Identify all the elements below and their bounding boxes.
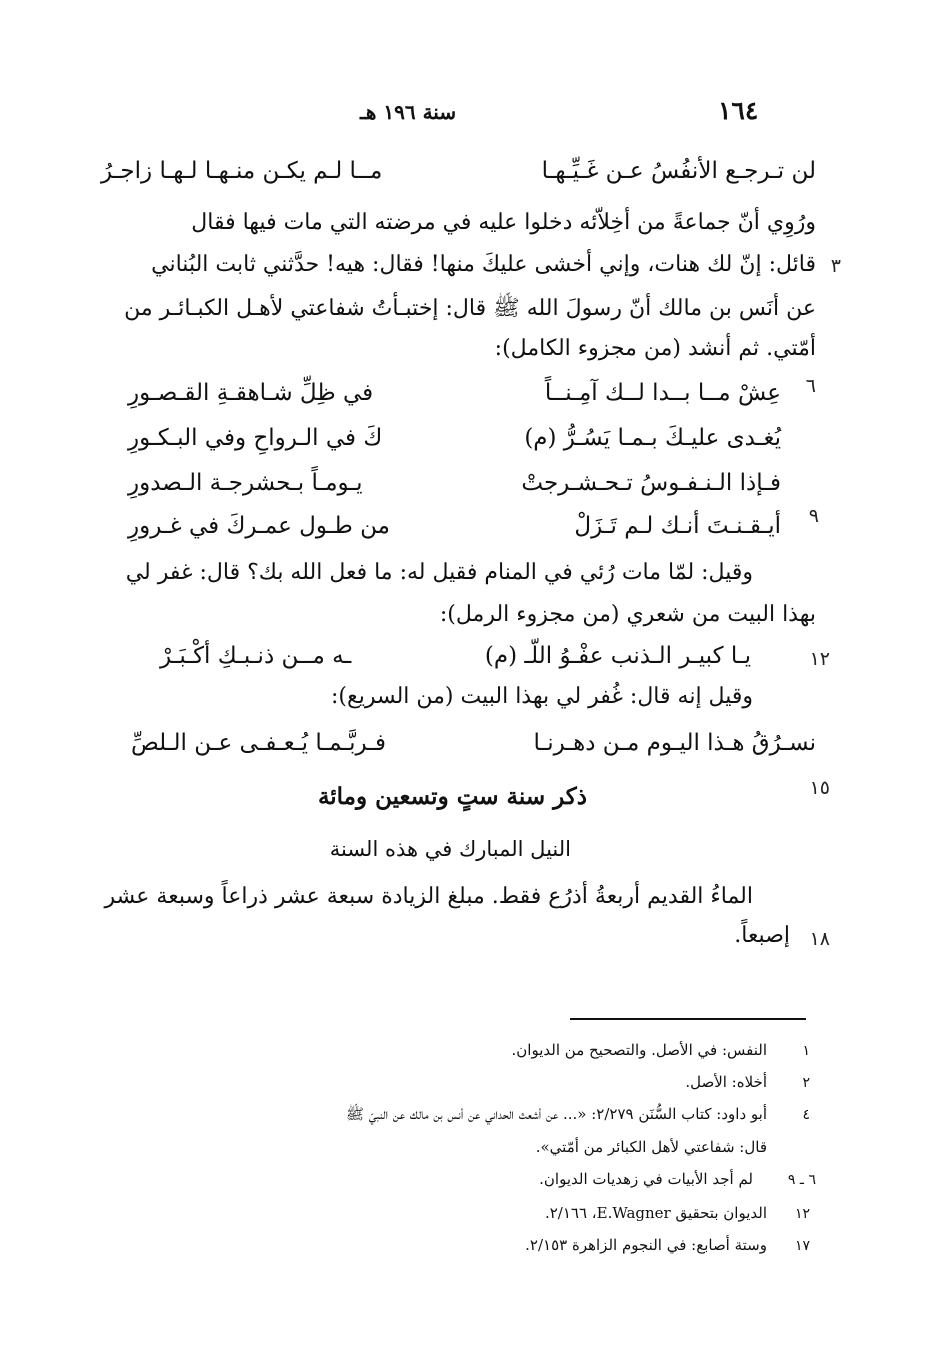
text-line: وقيل: لمّا مات رُئي في المنام فقيل له: ما فعل الله بك؟ قال: غفر لي	[125, 560, 753, 585]
footnote-text: أخلاه: الأصل.	[685, 1073, 767, 1091]
footnote-number: ٦ ـ ٩	[787, 1172, 816, 1188]
footnote-number: ٢	[802, 1075, 810, 1091]
verse-hemistich-left: فـربَّـمـا يُـعـفـى عـن الـلصِّ	[131, 730, 386, 756]
section-title: ذكر سنة ستٍ وتسعين ومائة	[317, 783, 587, 810]
footnote-number: ٤	[802, 1107, 810, 1123]
text-line: أمّتي. ثم أنشد (من مجزوء الكامل):	[494, 336, 816, 361]
verse-hemistich-left: كَ في الـرواحِ وفي البـكـورِ	[128, 425, 383, 451]
verse-hemistich-left: ـه مــن ذنـبـكِ أكْـبَـرْ	[160, 643, 352, 669]
footnote-number: ١	[802, 1043, 810, 1059]
footnote-number: ١٢	[794, 1206, 810, 1222]
verse-hemistich-right: فـإذا الـنـفـوسُ تـحـشـرجتْ	[521, 470, 781, 496]
verse-hemistich-right: أيـقـنـتَ أنـك لـم تَـزَلْ	[574, 513, 781, 539]
verse-hemistich-right: لن تـرجـع الأنفُسُ عـن غَـيِّـهـا	[541, 158, 816, 184]
verse-hemistich-right: يـا كبيـر الـذنب عفْـوُ اللّـ (م)	[484, 643, 751, 669]
line-number: ٩	[808, 505, 819, 527]
text-line: قائل: إنّ لك هنات، وإني أخشى عليكَ منها! فقال: هيه! حدَّثني ثابت البُناني	[151, 252, 816, 277]
verse-hemistich-left: من طـول عمـركَ في غـرورِ	[128, 513, 390, 539]
text-line: بهذا البيت من شعري (من مجزوء الرمل):	[439, 602, 816, 627]
verse-hemistich-left: في ظِلِّ شـاهقـةِ القـصـورِ	[128, 380, 374, 406]
footnote-text: قال: شفاعتي لأهل الكبائر من أمّتي».	[535, 1138, 767, 1156]
footnote-number: ١٧	[794, 1238, 810, 1254]
line-number: ٣	[830, 255, 841, 277]
line-number: ١٢	[809, 648, 830, 670]
text-line: عن أنَس بن مالك أنّ رسولَ الله ﷺ قال: إختبـأتُ شفاعتي لأهـل الكبـائـر من	[124, 296, 816, 321]
footnote-divider	[570, 1018, 806, 1020]
verse-hemistich-right: نسـرُقُ هـذا اليـوم مـن دهـرنـا	[533, 730, 816, 756]
text-line: ورُوِي أنّ جماعةً من أخِلاّئه دخلوا عليه في مرضته التي مات فيها فقال	[191, 210, 816, 235]
section-subtitle: النيل المبارك في هذه السنة	[329, 837, 571, 861]
verse-hemistich-left: يـومـاً بـحشرجـة الـصدورِ	[128, 470, 363, 496]
text-line: إصبعاً.	[734, 923, 790, 948]
line-number: ١٥	[809, 777, 830, 799]
running-header: سنة ١٩٦ هـ	[360, 100, 457, 124]
footnote-text: الديوان بتحقيق E.Wagner، ٢/١٦٦.	[544, 1204, 767, 1222]
text-line: الماءُ القديم أربعةُ أذرُع فقط. مبلغ الزيادة سبعة عشر ذراعاً وسبعة عشر	[104, 884, 753, 909]
line-number: ١٨	[809, 928, 830, 950]
footnote-text: النفس: في الأصل. والتصحيح من الديوان.	[511, 1041, 767, 1059]
page-number: ١٦٤	[718, 96, 759, 125]
text-line: وقيل إنه قال: غُفر لي بهذا البيت (من السريع):	[331, 684, 753, 709]
footnote-text: وستة أصابع: في النجوم الزاهرة ٢/١٥٣.	[525, 1236, 767, 1254]
footnote-text: لم أجد الأبيات في زهديات الديوان.	[539, 1170, 753, 1188]
line-number: ٦	[805, 375, 816, 397]
verse-hemistich-left: مــا لـم يكـن منـهـا لـهـا زاجـرُ	[101, 158, 383, 184]
footnote-text: أبو داود: كتاب السُّنَن ٢/٢٧٩: «... عن أشعث الحداني عن أنس بن مالك عن النبيّ ﷺ	[345, 1105, 767, 1123]
verse-hemistich-right: يُغـدى عليـكَ بـمـا يَسُـرُّ (م)	[524, 425, 781, 451]
verse-hemistich-right: عِشْ مــا بــدا لــك آمِـنــاً	[544, 380, 781, 406]
